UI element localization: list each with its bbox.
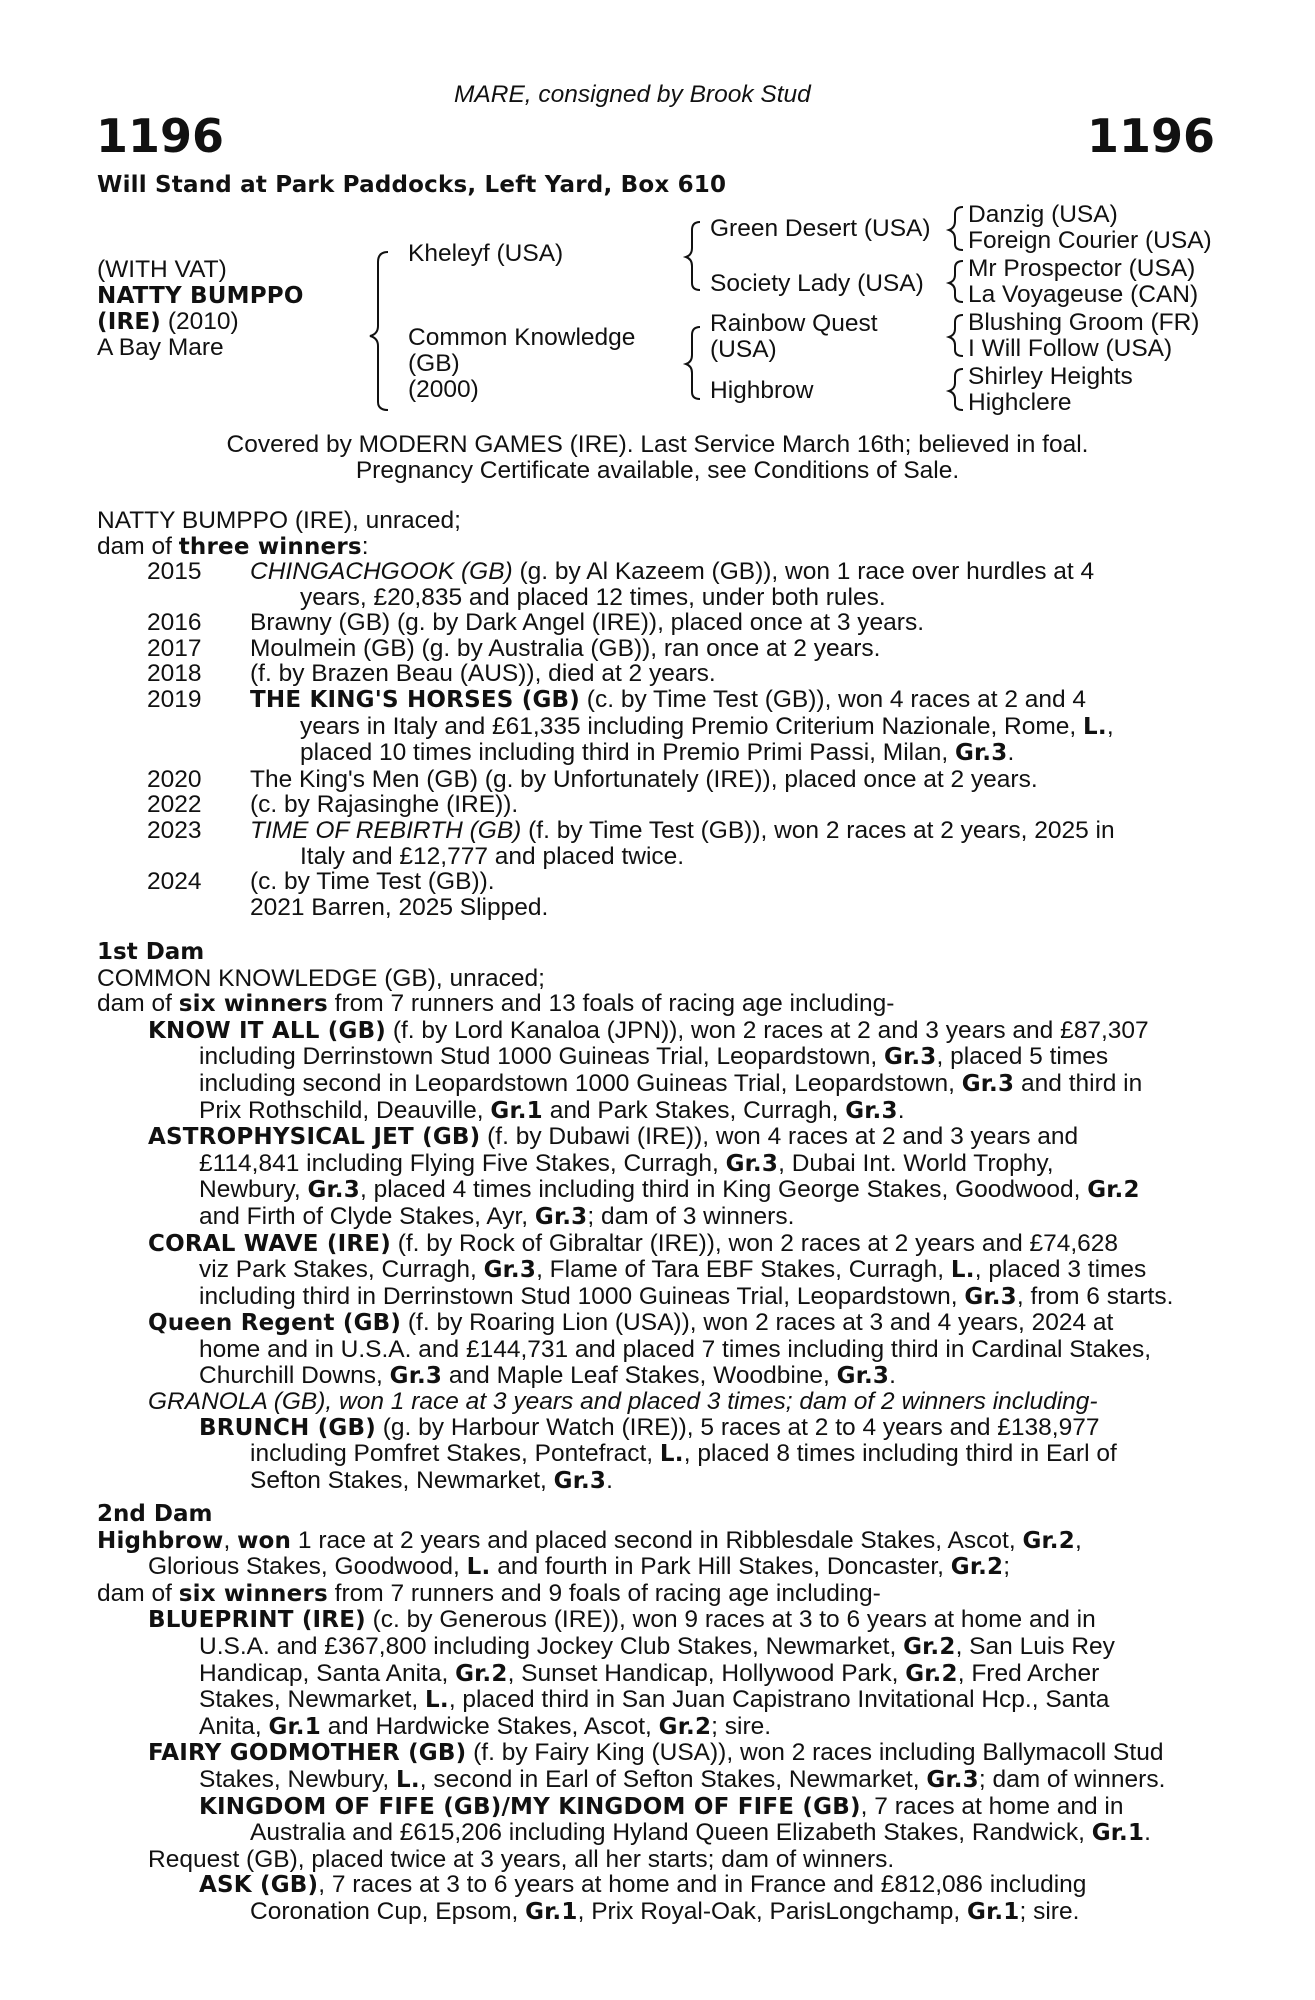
horse-country: (IRE) xyxy=(97,309,162,335)
lot-number-right: 1196 xyxy=(1087,109,1216,163)
pedigree-dds: Shirley Heights xyxy=(968,363,1133,390)
first-dam-section xyxy=(97,940,1207,1494)
pedigree-sds: Mr Prospector (USA) xyxy=(968,255,1196,282)
produce-2024: 2024 (c. by Time Test (GB)). xyxy=(147,868,495,896)
bracket-sire-parents xyxy=(686,222,700,290)
pedigree-ssd: Foreign Courier (USA) xyxy=(968,227,1212,254)
entry-kingdom-of-fife: KINGDOM OF FIFE (GB)/MY KINGDOM OF FIFE (GB), 7 races at home and in Australia and £615,206 including Hyland Queen Elizabeth Stakes, Randwick, Gr.1. xyxy=(199,1792,1151,1847)
produce-winners-line: dam of three winners: xyxy=(97,532,369,560)
produce-intro: NATTY BUMPPO (IRE), unraced; xyxy=(97,507,461,534)
covered-line2: Pregnancy Certificate available, see Conditions of Sale. xyxy=(355,456,960,484)
pedigree-ds-line1: Rainbow Quest xyxy=(710,310,878,337)
bracket-rainbow-quest xyxy=(949,315,963,356)
pedigree-dam-line3: (2000) xyxy=(408,376,479,403)
entry-queen-regent: Queen Regent (GB) (f. by Roaring Lion (USA)), won 2 races at 3 and 4 years, 2024 at home and in U.S.A. and £144,731 and placed 7 times including third in Cardinal Stakes, Churchill Downs, Gr.3 and Maple Leaf Stakes, Woodbine, Gr.3. xyxy=(148,1309,1152,1389)
horse-year: (2010) xyxy=(167,308,239,335)
entry-coral-wave: CORAL WAVE (IRE) (f. by Rock of Gibraltar (IRE)), won 2 races at 2 years and £74,628 viz Park Stakes, Curragh, Gr.3, Flame of Tara EBF Stakes, Curragh, L., placed 3 times including third in Derrinstown Stud 1000 Guineas Trial, Leopardstown, Gr.3, from 6 starts. xyxy=(148,1229,1174,1310)
pedigree-dam-line1: Common Knowledge xyxy=(408,324,636,351)
produce-2022: 2022 (c. by Rajasinghe (IRE)). xyxy=(147,791,519,819)
produce-record xyxy=(97,508,1207,560)
entry-granola: GRANOLA (GB), won 1 race at 3 years and placed 3 times; dam of 2 winners including- xyxy=(148,1388,1098,1416)
produce-2015: 2015 CHINGACHGOOK (GB) (g. by Al Kazeem (GB)), won 1 race over hurdles at 4 years, £20,835 and placed 12 times, under both rules. xyxy=(147,558,1095,611)
first-dam-heading: 1st Dam xyxy=(97,939,205,965)
horse-description: A Bay Mare xyxy=(97,334,224,361)
pedigree-ds-line2: (USA) xyxy=(710,336,777,363)
bracket-dam-parents xyxy=(686,327,700,399)
bracket-green-desert xyxy=(949,207,963,250)
produce-2020: 2020 The King's Men (GB) (g. by Unfortunately (IRE)), placed once at 2 years. xyxy=(147,765,1038,793)
produce-2017: 2017 Moulmein (GB) (g. by Australia (GB)), ran once at 2 years. xyxy=(147,634,881,662)
produce-2018: 2018 (f. by Brazen Beau (AUS)), died at 2 years. xyxy=(147,660,716,688)
horse-name: NATTY BUMPPO xyxy=(97,283,304,309)
bracket-sire-dam xyxy=(370,252,388,410)
pedigree-dss: Blushing Groom (FR) xyxy=(968,309,1200,336)
entry-fairy-godmother: FAIRY GODMOTHER (GB) (f. by Fairy King (USA)), won 2 races including Ballymacoll Stud Stakes, Newbury, L., second in Earl of Sefton Stakes, Newmarket, Gr.3; dam of winners. xyxy=(148,1739,1166,1793)
entry-astrophysical-jet: ASTROPHYSICAL JET (GB) (f. by Dubawi (IRE)), won 4 races at 2 and 3 years and £114,841 including Flying Five Stakes, Curragh, Gr.3, Dubai Int. World Trophy, Newbury, Gr.3, placed 4 times including third in King George Stakes, Goodwood, Gr.2 and Firth of Clyde Stakes, Ayr, Gr.3; dam of 3 winners. xyxy=(148,1123,1140,1230)
entry-ask: ASK (GB), 7 races at 3 to 6 years at home and in France and £812,086 including Coronation Cup, Epsom, Gr.1, Prix Royal-Oak, ParisLongchamp, Gr.1; sire. xyxy=(199,1871,1087,1925)
second-dam-section xyxy=(97,1502,1207,1926)
bracket-society-lady xyxy=(949,261,963,302)
pedigree-sd: Society Lady (USA) xyxy=(710,270,924,297)
first-dam-line2: dam of six winners from 7 runners and 13 foals of racing age including- xyxy=(97,990,895,1018)
entry-request: Request (GB), placed twice at 3 years, all her starts; dam of winners. xyxy=(148,1845,895,1873)
consignor-line: MARE, consigned by Brook Stud xyxy=(454,81,811,108)
pedigree-sire: Kheleyf (USA) xyxy=(408,240,564,267)
second-dam-line2: Glorious Stakes, Goodwood, L. and fourth in Park Hill Stakes, Doncaster, Gr.2; xyxy=(148,1553,1011,1581)
first-dam-line1: COMMON KNOWLEDGE (GB), unraced; xyxy=(97,964,545,992)
entry-brunch: BRUNCH (GB) (g. by Harbour Watch (IRE)), 5 races at 2 to 4 years and £138,977 including Pomfret Stakes, Pontefract, L., placed 8 times including third in Earl of Sefton Stakes, Newmarket, Gr.3. xyxy=(199,1413,1117,1494)
stand-location: Will Stand at Park Paddocks, Left Yard, Box 610 xyxy=(97,172,727,198)
produce-2023: 2023 TIME OF REBIRTH (GB) (f. by Time Test (GB)), won 2 races at 2 years, 2025 in Italy and £12,777 and placed twice. xyxy=(147,816,1115,870)
pedigree-ss: Green Desert (USA) xyxy=(710,215,931,242)
produce-list xyxy=(147,559,1207,920)
covered-line1: Covered by MODERN GAMES (IRE). Last Service March 16th; believed in foal. xyxy=(226,431,1089,458)
bracket-highbrow xyxy=(949,369,963,410)
pedigree-dsd: I Will Follow (USA) xyxy=(968,335,1173,362)
pedigree-sdd: La Voyageuse (CAN) xyxy=(968,281,1199,308)
entry-blueprint: BLUEPRINT (IRE) (c. by Generous (IRE)), won 9 races at 3 to 6 years at home and in U.S.A. and £367,800 including Jockey Club Stakes, Newmarket, Gr.2, San Luis Rey Handicap, Santa Anita, Gr.2, Sunset Handicap, Hollywood Park, Gr.2, Fred Archer Stakes, Newmarket, L., placed third in San Juan Capistrano Invitational Hcp., Santa Anita, Gr.1 and Hardwicke Stakes, Ascot, Gr.2; sire. xyxy=(148,1606,1115,1740)
pedigree-dd: Highbrow xyxy=(710,377,814,404)
entry-know-it-all: KNOW IT ALL (GB) (f. by Lord Kanaloa (JPN)), won 2 races at 2 and 3 years and £87,307 including Derrinstown Stud 1000 Guineas Trial, Leopardstown, Gr.3, placed 5 times including second in Leopardstown 1000 Guineas Trial, Leopardstown, Gr.3 and third in Prix Rothschild, Deauville, Gr.1 and Park Stakes, Curragh, Gr.3. xyxy=(148,1016,1149,1124)
produce-2016: 2016 Brawny (GB) (g. by Dark Angel (IRE)), placed once at 3 years. xyxy=(147,609,925,637)
second-dam-winners: dam of six winners from 7 runners and 9 foals of racing age including- xyxy=(97,1579,881,1607)
pedigree-sss: Danzig (USA) xyxy=(968,201,1118,228)
vat-note: (WITH VAT) xyxy=(97,256,227,283)
lot-number-left: 1196 xyxy=(96,109,225,163)
produce-2019: 2019 THE KING'S HORSES (GB) (c. by Time Test (GB)), won 4 races at 2 and 4 years in Italy and £61,335 including Premio Criterium Nazionale, Rome, L., placed 10 times including third in Premio Primi Passi, Milan, Gr.3. xyxy=(147,685,1114,767)
pedigree-dam-line2: (GB) xyxy=(408,350,460,377)
second-dam-line1: Highbrow, won 1 race at 2 years and placed second in Ribblesdale Stakes, Ascot, Gr.2, xyxy=(97,1526,1082,1554)
pedigree-ddd: Highclere xyxy=(968,389,1072,416)
second-dam-heading: 2nd Dam xyxy=(97,1501,213,1527)
produce-barren: 2021 Barren, 2025 Slipped. xyxy=(250,893,549,921)
covered-note xyxy=(0,432,1315,483)
